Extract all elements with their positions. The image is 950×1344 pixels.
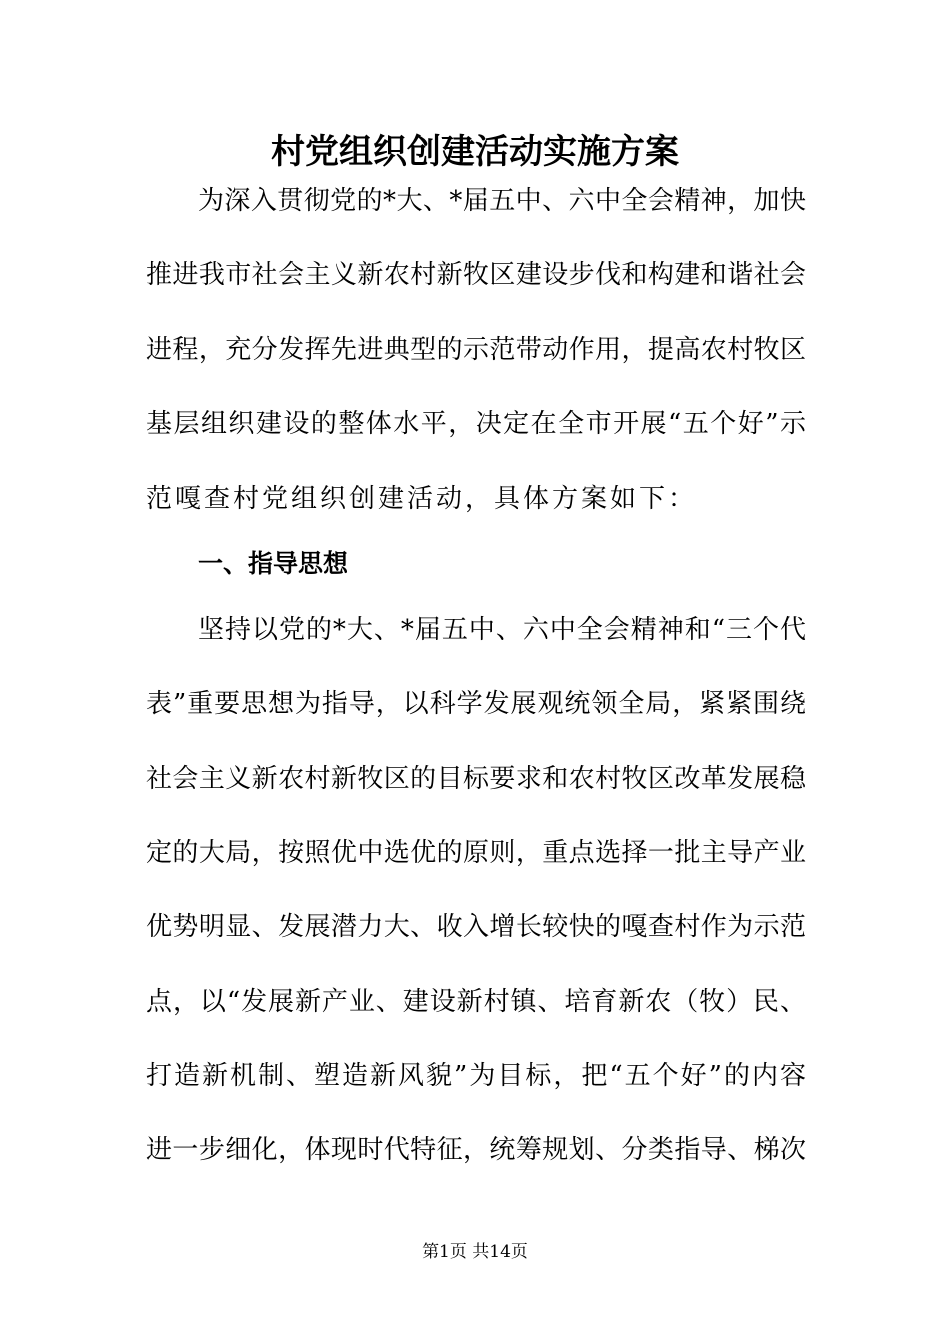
paragraph-line: 打造新机制、塑造新风貌”为目标，把“五个好”的内容 (146, 1061, 806, 1091)
paragraph-line: 表”重要思想为指导，以科学发展观统领全局，紧紧围绕 (146, 689, 806, 719)
paragraph-line: 点，以“发展新产业、建设新村镇、培育新农（牧）民、 (146, 987, 806, 1017)
paragraph-line: 进程，充分发挥先进典型的示范带动作用，提高农村牧区 (146, 335, 806, 365)
paragraph-line: 推进我市社会主义新农村新牧区建设步伐和构建和谐社会 (146, 260, 806, 290)
paragraph-line: 优势明显、发展潜力大、收入增长较快的嘎查村作为示范 (146, 912, 806, 942)
document-title: 村党组织创建活动实施方案 (271, 132, 679, 172)
paragraph-line: 坚持以党的*大、*届五中、六中全会精神和“三个代 (198, 615, 806, 645)
page-number-footer: 第1页 共14页 (422, 1242, 528, 1262)
paragraph-line: 进一步细化，体现时代特征，统筹规划、分类指导、梯次 (146, 1135, 806, 1165)
paragraph-line: 范嘎查村党组织创建活动，具体方案如下： (146, 484, 698, 514)
paragraph-line: 定的大局，按照优中选优的原则，重点选择一批主导产业 (146, 838, 806, 868)
section-heading: 一、指导思想 (198, 549, 349, 578)
paragraph-line: 社会主义新农村新牧区的目标要求和农村牧区改革发展稳 (146, 764, 806, 794)
paragraph-line: 基层组织建设的整体水平，决定在全市开展“五个好”示 (146, 409, 806, 439)
paragraph-line: 为深入贯彻党的*大、*届五中、六中全会精神，加快 (198, 186, 806, 216)
